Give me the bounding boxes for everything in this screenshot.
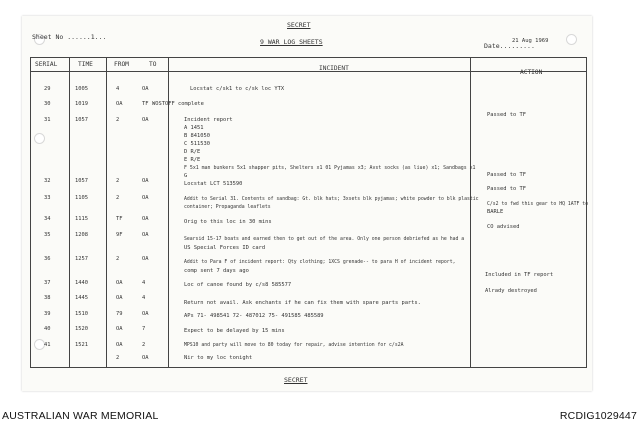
row-incident-line: F 5x1 man bunkers 5x1 shapper pits, Shelters x1 01 Pyjamas x3; Avst socks (as liue) x1; Sandbags x1 <box>184 165 476 171</box>
classification-bottom: SECRET <box>284 376 308 384</box>
row-serial: 38 <box>44 295 51 301</box>
table-right-border <box>586 57 587 368</box>
row-incident-line: B 841050 <box>184 133 210 139</box>
row-time: 1521 <box>75 342 88 348</box>
row-serial: 37 <box>44 280 51 286</box>
row-action: CO advised <box>487 224 520 230</box>
row-serial: 34 <box>44 216 51 222</box>
sheet-number: Sheet No ......1... <box>32 33 107 41</box>
row-incident: WOSTOFF complete <box>152 101 204 107</box>
punch-hole-right-top <box>566 34 577 45</box>
row-to: OA <box>142 355 149 361</box>
row-to: 4 <box>142 295 146 301</box>
row-from: 2 <box>116 355 120 361</box>
row-action: BARLE <box>487 209 504 215</box>
row-time: 1105 <box>75 195 88 201</box>
row-serial: 40 <box>44 326 51 332</box>
row-to: OA <box>142 86 149 92</box>
row-serial: 36 <box>44 256 51 262</box>
col-header-time: TIME <box>78 61 93 68</box>
row-from: 2 <box>116 178 120 184</box>
row-from: TF <box>116 216 123 222</box>
row-action: Passed to TF <box>487 172 526 178</box>
row-incident: Nir to my loc tonight <box>184 355 253 361</box>
row-serial: 31 <box>44 117 51 123</box>
row-from: 2 <box>116 117 120 123</box>
row-from: OA <box>116 342 123 348</box>
row-incident-line: Addit to Para F of incident report: Qty clothing; 1XCS grenade-- to para H of incident report, <box>184 260 456 265</box>
row-incident: Expect to be delayed by 15 mins <box>184 328 285 334</box>
watermark-left: AUSTRALIAN WAR MEMORIAL <box>2 410 159 422</box>
col-header-serial: SERIAL <box>35 61 58 68</box>
row-from: OA <box>116 280 123 286</box>
row-time: 1445 <box>75 295 88 301</box>
table-top-border <box>30 57 586 58</box>
row-incident: MPS10 and party will move to 80 today for repair, advise intention for c/s2A <box>184 343 404 348</box>
row-incident-line: E R/E <box>184 157 201 163</box>
row-serial: 29 <box>44 86 51 92</box>
row-incident: Locstat c/sk1 to c/sk loc YTX <box>190 86 285 92</box>
row-incident: APs 71- 498541 72- 487012 75- 491585 485589 <box>184 313 324 319</box>
col-divider-serial <box>69 57 70 368</box>
row-to: 2 <box>142 342 146 348</box>
row-to: 7 <box>142 326 146 332</box>
row-to: TF <box>142 101 149 107</box>
row-from: 9F <box>116 232 123 238</box>
page-title: 9 WAR LOG SHEETS <box>260 38 323 46</box>
row-incident-line: US Special Forces ID card <box>184 245 266 251</box>
table-header-border <box>30 71 586 72</box>
row-to: 4 <box>142 280 146 286</box>
row-serial: 41 <box>44 342 51 348</box>
col-header-incident: INCIDENT <box>319 65 349 72</box>
row-time: 1057 <box>75 117 88 123</box>
row-serial: 30 <box>44 101 51 107</box>
row-time: 1257 <box>75 256 88 262</box>
col-divider-incident <box>470 57 471 368</box>
row-action: Included in TF report <box>485 272 554 278</box>
row-time: 1440 <box>75 280 88 286</box>
row-incident-line: G <box>184 173 188 179</box>
col-header-to: TO <box>149 61 157 68</box>
row-serial: 32 <box>44 178 51 184</box>
row-from: OA <box>116 326 123 332</box>
row-time: 1019 <box>75 101 88 107</box>
row-incident-line: Addit to Serial 31. Contents of sandbag: Gt. blk hats; 3xsets blk pyjamas; white powder to blk plastic <box>184 197 479 202</box>
date-value: 21 Aug 1969 <box>512 38 549 44</box>
punch-hole-middle <box>34 133 45 144</box>
row-time: 1057 <box>75 178 88 184</box>
row-incident: Return not avail. Ask enchants if he can fix them with spare parts parts. <box>184 300 421 306</box>
row-from: 2 <box>116 256 120 262</box>
col-header-from: FROM <box>114 61 129 68</box>
log-sheet <box>22 16 592 391</box>
row-incident-line: A 1451 <box>184 125 204 131</box>
row-from: OA <box>116 101 123 107</box>
row-action: Passed to TF <box>487 112 526 118</box>
row-time: 1208 <box>75 232 88 238</box>
row-incident-line: Searsid 15-17 boats and earned then to get out of the area. Only one person debriefed as he had a <box>184 237 465 242</box>
row-action: C/s2 to fwd this gear to HQ 1ATF to <box>487 202 589 207</box>
row-time: 1005 <box>75 86 88 92</box>
date-label: Date......... <box>484 42 535 50</box>
row-action: Passed to TF <box>487 186 526 192</box>
row-serial: 33 <box>44 195 51 201</box>
row-incident-line: comp sent 7 days ago <box>184 268 249 274</box>
row-to: OA <box>142 232 149 238</box>
row-action: Alrady destroyed <box>485 288 537 294</box>
row-to: OA <box>142 117 149 123</box>
row-to: OA <box>142 311 149 317</box>
row-from: 2 <box>116 195 120 201</box>
row-time: 1115 <box>75 216 88 222</box>
row-to: OA <box>142 256 149 262</box>
row-incident-line: C 511530 <box>184 141 210 147</box>
row-to: OA <box>142 195 149 201</box>
row-time: 1510 <box>75 311 88 317</box>
row-from: 79 <box>116 311 123 317</box>
row-to: OA <box>142 178 149 184</box>
col-divider-time <box>106 57 107 368</box>
watermark-right: RCDIG1029447 <box>559 410 637 422</box>
row-incident-line: D R/E <box>184 149 201 155</box>
row-incident: Orig to this loc in 30 mins <box>184 219 272 225</box>
row-serial: 35 <box>44 232 51 238</box>
row-from: OA <box>116 295 123 301</box>
table-bottom-border <box>30 367 586 368</box>
row-incident: Loc of canoe found by c/s8 585577 <box>184 282 292 288</box>
classification-top: SECRET <box>287 21 311 29</box>
row-incident-line: Incident report <box>184 117 233 123</box>
row-incident-line: container; Propaganda leaflets <box>184 205 271 210</box>
row-to: OA <box>142 216 149 222</box>
row-from: 4 <box>116 86 120 92</box>
table-left-border <box>30 57 31 368</box>
row-time: 1520 <box>75 326 88 332</box>
row-incident: Locstat LCT 513590 <box>184 181 243 187</box>
col-header-action: ACTION <box>520 69 543 76</box>
row-serial: 39 <box>44 311 51 317</box>
